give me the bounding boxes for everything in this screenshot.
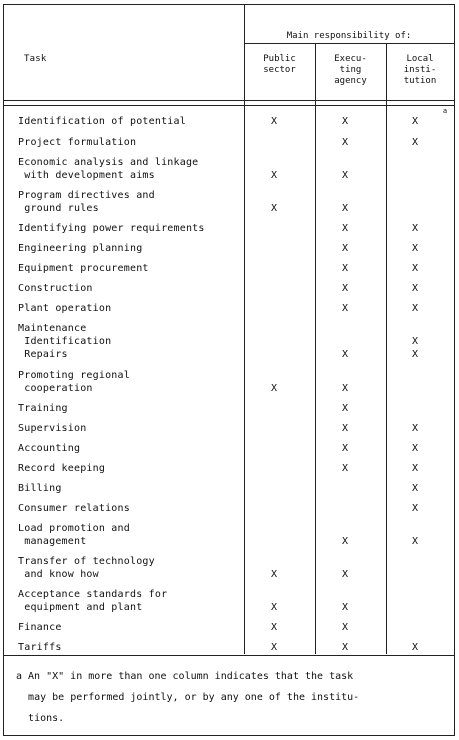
task-cell: Identifying power requirements (18, 223, 205, 234)
task-cell: Maintenance Identification Repairs (18, 323, 112, 360)
group-header-rule (244, 43, 454, 44)
task-cell: Finance (18, 622, 62, 633)
header-rule (4, 105, 454, 106)
executing-agency-mark: X (341, 137, 349, 148)
local-institution-mark: X (411, 263, 419, 274)
local-institution-mark: X X (411, 336, 419, 360)
local-institution-mark: X (411, 483, 419, 494)
public-sector-mark: X (270, 383, 278, 394)
local-institution-mark: X (411, 116, 419, 127)
local-institution-header: Local insti- tution (403, 54, 437, 86)
task-cell: Supervision (18, 423, 87, 434)
executing-agency-mark: X (341, 443, 349, 454)
executing-agency-mark: X (341, 423, 349, 434)
executing-agency-mark: X (341, 116, 349, 127)
executing-agency-mark: X (341, 203, 349, 214)
local-institution-mark: X (411, 642, 419, 653)
task-cell: Record keeping (18, 463, 106, 474)
local-institution-mark: X (411, 283, 419, 294)
task-cell: Load promotion and management (18, 523, 130, 547)
executing-agency-mark: X (341, 349, 349, 360)
column-divider (315, 43, 316, 654)
task-cell: Plant operation (18, 303, 112, 314)
executing-agency-mark: X (341, 263, 349, 274)
executing-agency-mark: X (341, 569, 349, 580)
public-sector-mark: X (270, 642, 278, 653)
public-sector-mark: X (270, 203, 278, 214)
task-cell: Billing (18, 483, 62, 494)
column-divider (386, 43, 387, 654)
public-sector-header: Public sector (263, 54, 296, 75)
local-institution-mark: X (411, 243, 419, 254)
task-cell: Training (18, 403, 68, 414)
task-cell: Accounting (18, 443, 81, 454)
task-cell: Equipment procurement (18, 263, 149, 274)
local-institution-mark: X (411, 137, 419, 148)
local-institution-mark: X (411, 503, 419, 514)
local-institution-mark: X (411, 423, 419, 434)
public-sector-mark: X (270, 622, 278, 633)
executing-agency-mark: X (341, 303, 349, 314)
task-cell: Construction (18, 283, 93, 294)
task-cell: Project formulation (18, 137, 137, 148)
public-sector-mark: X (270, 569, 278, 580)
responsibility-table (3, 4, 455, 656)
local-institution-mark: X (411, 303, 419, 314)
task-column-header: Task (24, 54, 47, 64)
executing-agency-mark: X (341, 170, 349, 181)
local-institution-mark: X (411, 443, 419, 454)
public-sector-mark: X (270, 602, 278, 613)
task-cell: Economic analysis and linkage with development aims (18, 157, 199, 181)
task-cell: Tariffs (18, 642, 62, 653)
executing-agency-header: Execu- ting agency (334, 54, 367, 86)
footnote-text: a An "X" in more than one column indicates that the task may be performed jointly, or by any one of the institu- tions. (16, 671, 360, 724)
executing-agency-mark: X (341, 383, 349, 394)
executing-agency-mark: X (341, 403, 349, 414)
group-column-header: Main responsibility of: (286, 31, 412, 41)
executing-agency-mark: X (341, 602, 349, 613)
task-cell: Engineering planning (18, 243, 143, 254)
executing-agency-mark: X (341, 283, 349, 294)
executing-agency-mark: X (341, 463, 349, 474)
header-rule (4, 100, 454, 101)
public-sector-mark: X (270, 170, 278, 181)
executing-agency-mark: X (341, 243, 349, 254)
footnote-marker: a (442, 107, 448, 115)
task-cell: Program directives and ground rules (18, 190, 155, 214)
footnote-box (3, 656, 455, 736)
local-institution-mark: X (411, 223, 419, 234)
local-institution-mark: X (411, 536, 419, 547)
public-sector-mark: X (270, 116, 278, 127)
task-cell: Transfer of technology and know how (18, 556, 155, 580)
executing-agency-mark: X (341, 622, 349, 633)
executing-agency-mark: X (341, 223, 349, 234)
task-cell: Consumer relations (18, 503, 130, 514)
executing-agency-mark: X (341, 642, 349, 653)
task-cell: Acceptance standards for equipment and plant (18, 589, 168, 613)
local-institution-mark: X (411, 463, 419, 474)
column-divider (244, 5, 245, 654)
task-cell: Promoting regional cooperation (18, 370, 130, 394)
executing-agency-mark: X (341, 536, 349, 547)
task-cell: Identification of potential (18, 116, 186, 127)
